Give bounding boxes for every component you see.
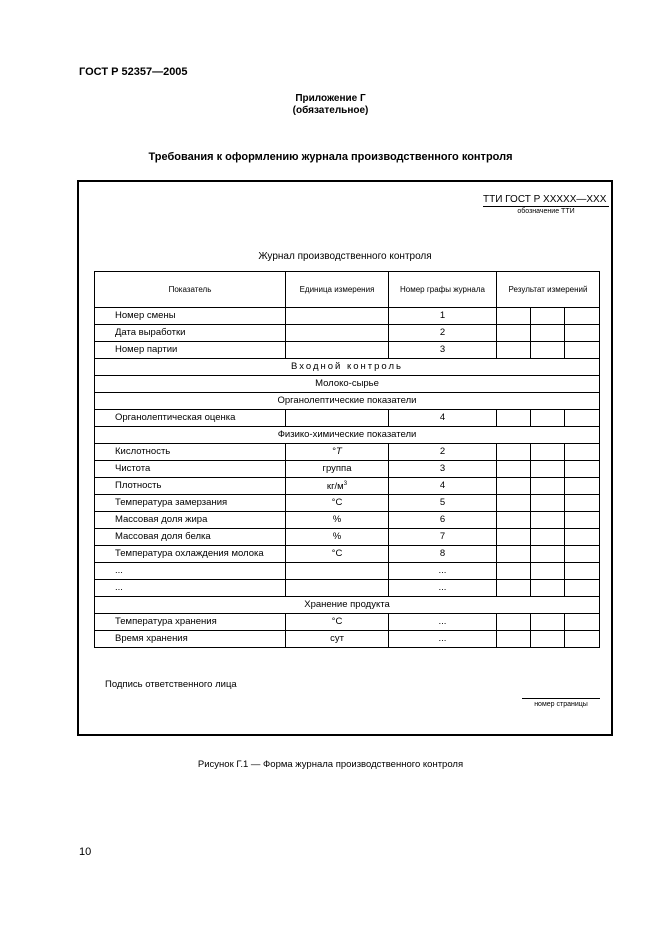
result-cell	[565, 325, 600, 342]
row-label: Температура замерзания	[95, 495, 286, 512]
result-cell	[565, 342, 600, 359]
row-label: Массовая доля белка	[95, 529, 286, 546]
table-row	[95, 614, 600, 631]
unit-cell	[286, 444, 389, 461]
table-row	[95, 512, 600, 529]
unit-cell: %	[286, 512, 389, 529]
page-number-caption: номер страницы	[534, 701, 588, 708]
unit-cell	[286, 563, 389, 580]
result-cell	[531, 529, 565, 546]
unit-cell	[286, 410, 389, 427]
unit-degree: °	[332, 446, 336, 457]
unit-cell: °С	[286, 546, 389, 563]
row-label: ...	[95, 563, 286, 580]
section-storage: Хранение продукта	[95, 597, 600, 614]
result-cell	[565, 529, 600, 546]
journal-table	[94, 271, 600, 648]
result-cell	[497, 546, 531, 563]
row-label: Кислотность	[95, 444, 286, 461]
column-number-cell: 3	[389, 342, 497, 359]
table-row	[95, 563, 600, 580]
table-row	[95, 308, 600, 325]
table-row	[95, 546, 600, 563]
result-cell	[565, 631, 600, 648]
result-cell	[531, 614, 565, 631]
table-row	[95, 342, 600, 359]
result-cell	[531, 342, 565, 359]
column-header-result: Результат измерений	[497, 272, 600, 308]
section-raw-milk: Молоко-сырье	[95, 376, 600, 393]
column-header-column-number: Номер графы журнала	[389, 272, 497, 308]
table-row	[95, 444, 600, 461]
column-number-cell: 1	[389, 308, 497, 325]
table-row	[95, 410, 600, 427]
section-heading: Требования к оформлению журнала производственного контроля	[148, 151, 513, 163]
page-number-line	[522, 698, 600, 699]
unit-cell: °С	[286, 495, 389, 512]
result-cell	[565, 563, 600, 580]
unit-cell: группа	[286, 461, 389, 478]
result-cell	[497, 631, 531, 648]
row-label: Массовая доля жира	[95, 512, 286, 529]
page-number: 10	[79, 846, 92, 858]
result-cell	[497, 444, 531, 461]
result-cell	[565, 580, 600, 597]
section-row	[95, 427, 600, 444]
result-cell	[497, 478, 531, 495]
result-cell	[565, 512, 600, 529]
column-number-cell: 4	[389, 478, 497, 495]
result-cell	[497, 410, 531, 427]
result-cell	[565, 461, 600, 478]
column-number-cell: 6	[389, 512, 497, 529]
section-row	[95, 376, 600, 393]
result-cell	[497, 529, 531, 546]
result-cell	[531, 325, 565, 342]
result-cell	[531, 580, 565, 597]
result-cell	[531, 563, 565, 580]
column-header-unit: Единица измерения	[286, 272, 389, 308]
result-cell	[565, 308, 600, 325]
tti-caption: обозначение ТТИ	[517, 208, 575, 215]
column-number-cell: 7	[389, 529, 497, 546]
unit-text: кг/м	[326, 481, 344, 493]
row-label: Время хранения	[95, 631, 286, 648]
appendix-heading	[0, 93, 661, 117]
unit-cell	[286, 308, 389, 325]
table-row	[95, 461, 600, 478]
column-number-cell: ...	[389, 631, 497, 648]
result-cell	[497, 342, 531, 359]
table-header-row	[95, 272, 600, 308]
appendix-status: (обязательное)	[292, 105, 369, 116]
table-row	[95, 478, 600, 495]
unit-superscript: 3	[343, 481, 348, 488]
column-number-cell: 5	[389, 495, 497, 512]
column-number-cell: 2	[389, 325, 497, 342]
result-cell	[531, 478, 565, 495]
section-input-control: Входной контроль	[95, 359, 600, 376]
result-cell	[531, 308, 565, 325]
unit-cell: сут	[286, 631, 389, 648]
section-physchem: Физико-химические показатели	[95, 427, 600, 444]
unit-cell	[286, 580, 389, 597]
row-label: Плотность	[95, 478, 286, 495]
figure-caption: Рисунок Г.1 — Форма журнала производственного контроля	[197, 759, 464, 770]
unit-cell	[286, 325, 389, 342]
result-cell	[565, 495, 600, 512]
result-cell	[531, 444, 565, 461]
column-number-cell: 8	[389, 546, 497, 563]
result-cell	[531, 631, 565, 648]
result-cell	[531, 512, 565, 529]
result-cell	[497, 461, 531, 478]
row-label: ...	[95, 580, 286, 597]
column-number-cell: ...	[389, 614, 497, 631]
result-cell	[497, 325, 531, 342]
result-cell	[565, 444, 600, 461]
column-number-cell: ...	[389, 580, 497, 597]
column-number-cell: ...	[389, 563, 497, 580]
table-row	[95, 325, 600, 342]
result-cell	[497, 563, 531, 580]
result-cell	[497, 495, 531, 512]
result-cell	[565, 546, 600, 563]
unit-cell	[286, 478, 389, 495]
tti-code: ТТИ ГОСТ Р XXXXX—XXX	[483, 194, 609, 207]
unit-cell: %	[286, 529, 389, 546]
result-cell	[565, 478, 600, 495]
result-cell	[531, 495, 565, 512]
result-cell	[565, 410, 600, 427]
result-cell	[531, 410, 565, 427]
result-cell	[497, 580, 531, 597]
column-number-cell: 3	[389, 461, 497, 478]
row-label: Органолептическая оценка	[95, 410, 286, 427]
row-label: Температура хранения	[95, 614, 286, 631]
section-organoleptic: Органолептические показатели	[95, 393, 600, 410]
unit-cell	[286, 342, 389, 359]
section-row	[95, 393, 600, 410]
table-row	[95, 580, 600, 597]
result-cell	[565, 614, 600, 631]
section-row	[95, 597, 600, 614]
column-number-cell: 4	[389, 410, 497, 427]
appendix-title: Приложение Г	[295, 93, 366, 104]
document-standard-header: ГОСТ Р 52357—2005	[79, 66, 188, 78]
table-row	[95, 495, 600, 512]
unit-cell: °С	[286, 614, 389, 631]
table-row	[95, 631, 600, 648]
row-label: Дата выработки	[95, 325, 286, 342]
journal-title: Журнал производственного контроля	[258, 251, 432, 262]
result-cell	[497, 308, 531, 325]
row-label: Номер смены	[95, 308, 286, 325]
row-label: Температура охлаждения молока	[95, 546, 286, 563]
result-cell	[531, 546, 565, 563]
result-cell	[531, 461, 565, 478]
unit-t: Т	[336, 446, 342, 457]
table-row	[95, 529, 600, 546]
column-number-cell: 2	[389, 444, 497, 461]
result-cell	[497, 614, 531, 631]
row-label: Чистота	[95, 461, 286, 478]
signature-label: Подпись ответственного лица	[105, 679, 237, 690]
result-cell	[497, 512, 531, 529]
column-header-indicator: Показатель	[95, 272, 286, 308]
section-row	[95, 359, 600, 376]
row-label: Номер партии	[95, 342, 286, 359]
